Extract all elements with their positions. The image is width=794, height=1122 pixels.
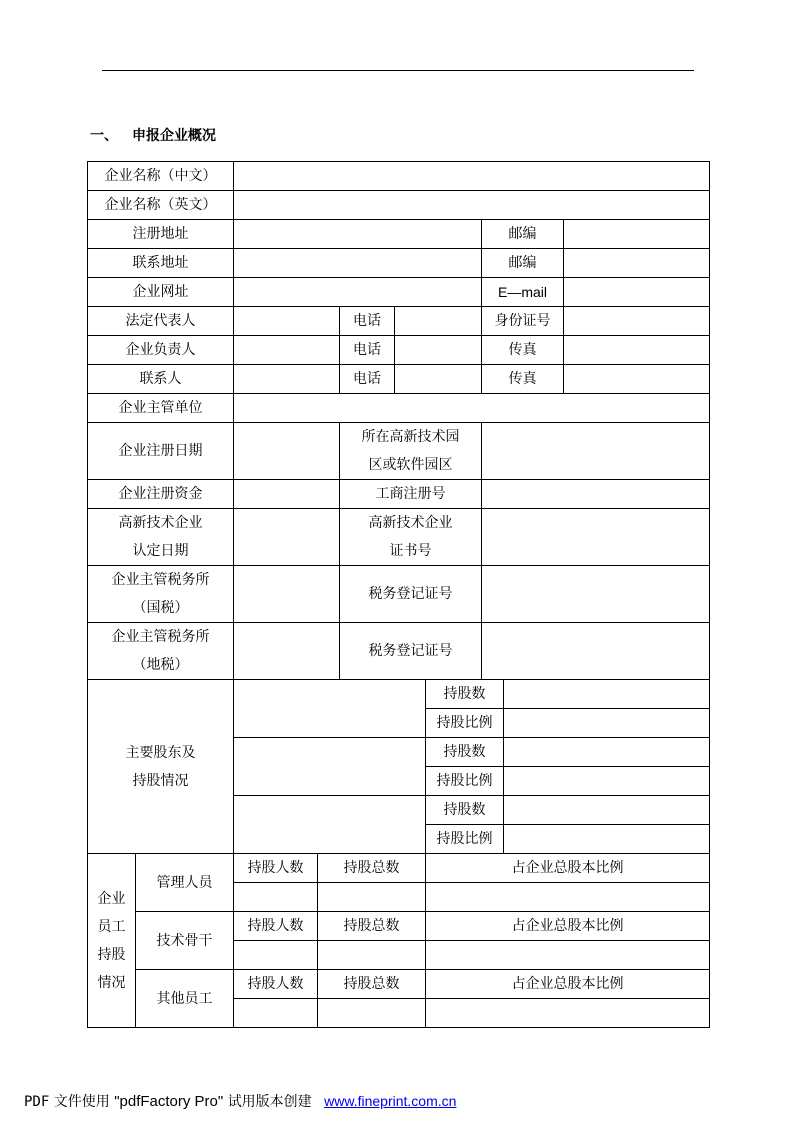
label-employee-line3: 持股 [97,946,126,963]
field-shareholder-2[interactable] [234,738,426,796]
field-equity-ratio-2[interactable] [426,941,710,970]
field-principal[interactable] [234,336,340,365]
field-equity-ratio-1[interactable] [426,883,710,912]
field-authority[interactable] [234,394,710,423]
footer-pdf: PDF [24,1094,50,1110]
footer-link[interactable]: www.fineprint.com.cn [324,1093,457,1109]
field-holders-count-2[interactable] [234,941,318,970]
field-shareholder-3[interactable] [234,796,426,854]
field-park[interactable] [482,423,710,480]
field-tax-reg-no-2[interactable] [482,623,710,680]
field-shares-3[interactable] [504,796,710,825]
label-employee-line4: 情况 [97,974,126,991]
label-reg-capital: 企业注册资金 [88,480,234,509]
field-postcode-1[interactable] [564,220,710,249]
label-shares-2: 持股数 [426,738,504,767]
label-park-line1: 所在高新技术园 [361,429,460,445]
field-reg-capital[interactable] [234,480,340,509]
field-name-cn[interactable] [234,162,710,191]
field-fax-1[interactable] [564,336,710,365]
field-share-ratio-2[interactable] [504,767,710,796]
label-share-ratio-3: 持股比例 [426,825,504,854]
label-share-ratio-1: 持股比例 [426,709,504,738]
label-equity-ratio-3: 占企业总股本比例 [426,970,710,999]
label-total-shares-3: 持股总数 [318,970,426,999]
footer-prefix: 文件使用 [53,1094,110,1110]
field-total-shares-2[interactable] [318,941,426,970]
header-rule [102,70,694,71]
field-shares-1[interactable] [504,680,710,709]
field-tax-national[interactable] [234,566,340,623]
pdf-footer [24,1091,456,1111]
label-postcode-1: 邮编 [482,220,564,249]
label-park [340,423,482,480]
field-share-ratio-1[interactable] [504,709,710,738]
label-total-shares-1: 持股总数 [318,854,426,883]
label-hitech-cert-line2: 证书号 [389,543,432,559]
field-hitech-date[interactable] [234,509,340,566]
label-contact-person: 联系人 [88,365,234,394]
footer-suffix: 试用版本创建 [227,1094,312,1110]
label-hitech-cert [340,509,482,566]
field-holders-count-1[interactable] [234,883,318,912]
label-reg-address: 注册地址 [88,220,234,249]
label-phone-3: 电话 [340,365,395,394]
label-holders-count-3: 持股人数 [234,970,318,999]
label-hitech-date [88,509,234,566]
label-postcode-2: 邮编 [482,249,564,278]
field-tax-local[interactable] [234,623,340,680]
label-tech-backbone: 技术骨干 [136,912,234,970]
field-phone-2[interactable] [395,336,482,365]
field-email[interactable] [564,278,710,307]
field-shareholder-1[interactable] [234,680,426,738]
field-total-shares-3[interactable] [318,999,426,1028]
label-tax-local-line1: 企业主管税务所 [111,629,210,645]
label-hitech-date-line1: 高新技术企业 [118,515,203,531]
field-equity-ratio-3[interactable] [426,999,710,1028]
field-hitech-cert[interactable] [482,509,710,566]
label-holders-count-2: 持股人数 [234,912,318,941]
label-tax-national-line1: 企业主管税务所 [111,572,210,588]
label-tax-local-line2: （地税） [132,657,189,673]
field-holders-count-3[interactable] [234,999,318,1028]
label-legal-rep: 法定代表人 [88,307,234,336]
field-reg-date[interactable] [234,423,340,480]
label-park-line2: 区或软件园区 [368,457,453,473]
field-postcode-2[interactable] [564,249,710,278]
label-reg-date: 企业注册日期 [88,423,234,480]
label-employee-holding [88,854,136,1028]
label-shareholders-line1: 主要股东及 [125,744,196,761]
field-phone-3[interactable] [395,365,482,394]
label-tax-national-line2: （国税） [132,600,189,616]
label-management: 管理人员 [136,854,234,912]
footer-product: "pdfFactory Pro" [114,1093,224,1110]
field-name-en[interactable] [234,191,710,220]
field-reg-address[interactable] [234,220,482,249]
label-employee-line2: 员工 [97,918,126,935]
label-fax-2: 传真 [482,365,564,394]
label-employee-line1: 企业 [97,890,126,907]
label-other-staff: 其他员工 [136,970,234,1028]
section-number: 一、 [90,128,118,144]
label-name-en: 企业名称（英文） [88,191,234,220]
label-email: E—mail [482,278,564,307]
label-hitech-date-line2: 认定日期 [132,543,189,559]
label-equity-ratio-2: 占企业总股本比例 [426,912,710,941]
label-contact-address: 联系地址 [88,249,234,278]
label-holders-count-1: 持股人数 [234,854,318,883]
label-shares-1: 持股数 [426,680,504,709]
field-website[interactable] [234,278,482,307]
label-total-shares-2: 持股总数 [318,912,426,941]
label-phone-2: 电话 [340,336,395,365]
label-hitech-cert-line1: 高新技术企业 [368,515,453,531]
field-phone-1[interactable] [395,307,482,336]
enterprise-info-table [87,161,710,1028]
label-principal: 企业负责人 [88,336,234,365]
label-share-ratio-2: 持股比例 [426,767,504,796]
label-shareholders-line2: 持股情况 [132,772,189,789]
field-total-shares-1[interactable] [318,883,426,912]
label-fax-1: 传真 [482,336,564,365]
label-id-number: 身份证号 [482,307,564,336]
label-shares-3: 持股数 [426,796,504,825]
section-heading [90,125,216,145]
field-share-ratio-3[interactable] [504,825,710,854]
label-tax-reg-no-2: 税务登记证号 [340,623,482,680]
label-website: 企业网址 [88,278,234,307]
field-contact-person[interactable] [234,365,340,394]
label-biz-reg-no: 工商注册号 [340,480,482,509]
label-tax-national [88,566,234,623]
field-id-number[interactable] [564,307,710,336]
field-fax-2[interactable] [564,365,710,394]
section-title: 申报企业概况 [132,128,216,144]
field-contact-address[interactable] [234,249,482,278]
label-shareholders [88,680,234,854]
field-biz-reg-no[interactable] [482,480,710,509]
field-shares-2[interactable] [504,738,710,767]
label-equity-ratio-1: 占企业总股本比例 [426,854,710,883]
label-tax-reg-no-1: 税务登记证号 [340,566,482,623]
label-phone-1: 电话 [340,307,395,336]
label-name-cn: 企业名称（中文） [88,162,234,191]
field-tax-reg-no-1[interactable] [482,566,710,623]
label-authority: 企业主管单位 [88,394,234,423]
label-tax-local [88,623,234,680]
field-legal-rep[interactable] [234,307,340,336]
